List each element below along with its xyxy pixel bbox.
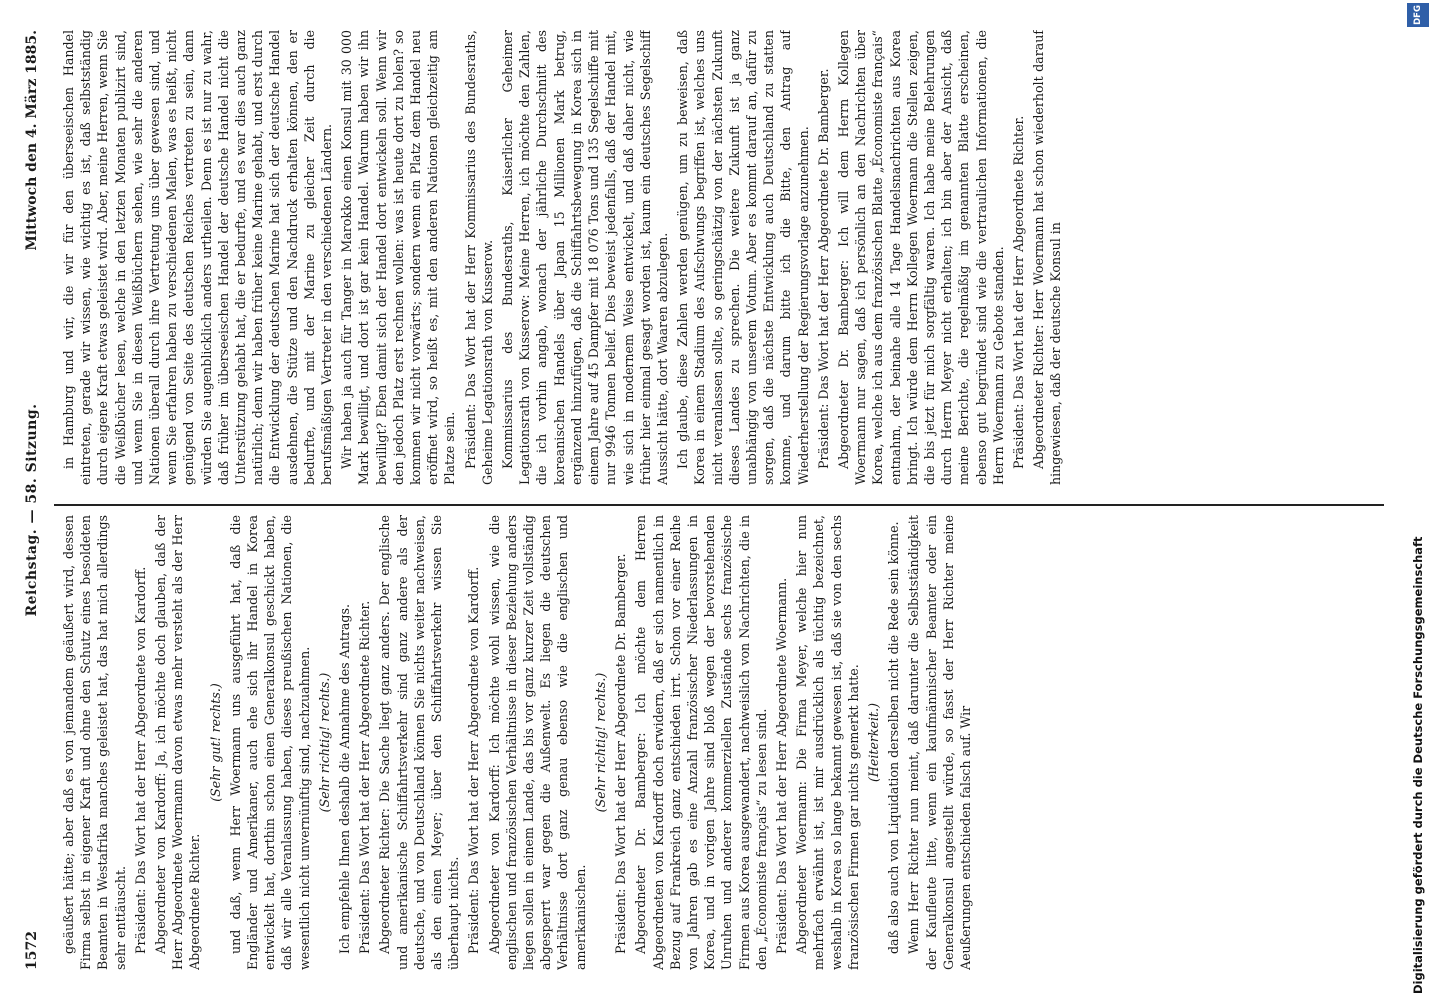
- paragraph: Präsident: Das Wort hat der Herr Abgeordnete Dr. Bamberger.: [613, 553, 629, 954]
- paragraph: Präsident: Das Wort hat der Herr Abgeordnete Richter.: [1010, 115, 1026, 469]
- paragraph: Präsident: Das Wort hat der Herr Abgeordnete Richter.: [357, 600, 373, 954]
- paragraph: Präsident: Das Wort hat der Herr Abgeordnete Dr. Bamberger.: [815, 68, 831, 469]
- funding-credit-text: Digitalisierung gefördert durch die Deutsche Forschungsgemeinschaft: [1411, 536, 1425, 994]
- paragraph: geäußert hätte; aber daß es von jemandem geäußert wird, dessen Firma selbst in eigener Kraft und ohne den Schutz eines besoldeten Beamten in Westafrika manches geleistet hat, das hat mich allerdings sehr enttäuscht.: [61, 515, 128, 970]
- paragraph: (Heiterkeit.): [865, 703, 881, 782]
- paragraph: Wenn Herr Richter nun meint, daß darunter die Selbstständigkeit der Kaufleute litte, wenn ein kaufmännischer Beamter oder ein Generalkonsul angestellt würde, so fasst der Herr Richter meine Aeußerungen entschieden falsch auf. Wir: [906, 515, 973, 970]
- paragraph: Abgeordneter Dr. Bamberger: Ich möchte dem Herren Abgeordneten von Kardorff doch erwidern, daß er sich namentlich in Bezug auf Frankreich ganz entschieden irrt. Schon vor einer Reihe von Jahren gab es eine Anzahl französischer Niederlassungen in Korea, und in vorigen Jahre sind bloß wegen der bevorstehenden Unruhen und anderer kommerziellen Zustände sechs französische Firmen aus Korea ausgewandert, nachweislich von Nachrichten, die in den „Économiste français“ zu lesen sind.: [633, 515, 769, 970]
- paragraph: Abgeordneter Dr. Bamberger: Ich will dem Herrn Kollegen Woermann nur sagen, daß ich persönlich an den Nachrichten über Korea, welche ich aus dem französischen Blatte „Économiste français“ entnahm, der beinahe alle 14 Tage Handelsnachrichten aus Korea bringt. Ich würde dem Herrn Kollegen Woermann die Stellen zeigen, die bis jetzt für mich sorgfältig waren. Ich habe meine Belehrungen durch Herrn Meyer nicht erhalten; ich bin aber der Ansicht, daß meine Berichte, die regelmäßig im genannten Blatte erscheinen, ebenso gut begründet sind wie die vertraulichen Informationen, die Herrn Woermann zu Gebote standen.: [835, 30, 1006, 485]
- left-column: [60, 515, 1380, 970]
- right-column: [60, 30, 1380, 485]
- paragraph: (Sehr richtig! rechts.): [592, 672, 608, 813]
- paragraph: Abgeordneter Woermann: Die Firma Meyer, welche hier nun mehrfach erwähnt ist, ist mir ausdrücklich als tüchtig bezeichnet, weshalb in Korea so lange bekannt gewesen ist, daß sie von den sechs französischen Firmen gar nichts gemerkt hatte.: [794, 515, 861, 970]
- page-title: Reichstag. — 58. Sitzung.: [24, 403, 40, 617]
- paragraph: (Sehr richtig! rechts.): [316, 672, 332, 813]
- column-divider: [54, 504, 1384, 506]
- paragraph: Präsident: Das Wort hat der Herr Abgeordnete von Kardorff.: [466, 566, 482, 954]
- paragraph: Präsident: Das Wort hat der Herr Abgeordnete Woermann.: [773, 577, 789, 954]
- paragraph: Abgeordneter Richter: Die Sache liegt ganz anders. Der englische und amerikanische Schiffahrtsverkehr sind ganz andere als der deutsche, und von Deutschland können Sie nichts weiter nachweisen, als den einen Meyer; über den Schiffahrtsverkehr wissen Sie überhaupt nichts.: [377, 515, 462, 970]
- paragraph: Ich glaube, diese Zahlen werden genügen, um zu beweisen, daß Korea in einem Stadium des Aufschwungs begriffen ist, welches uns nicht veranlassen sollte, so geringschätzig von der nächsten Zukunft dieses Landes zu sprechen. Die weitere Zukunft ist ja ganz unabhängig von unserem Votum. Aber es kommt darauf an, dafür zu sorgen, daß die nächste Entwicklung auch Deutschland zu statten komme, und darum bitte ich die Bitte, den Antrag auf Wiederherstellung der Regierungsvorlage anzunehmen.: [675, 30, 811, 485]
- paragraph: und daß, wenn Herr Woermann uns ausgeführt hat, daß die Engländer und Amerikaner, auch ehe sich ihr Handel in Korea entwickelt hat, dorthin schon einen Generalkonsul geschickt haben, daß wir alle Veranlassung haben, dieses preußischen Nationen, die wesentlich nicht unvernünftig sind, nachzuahmen.: [227, 515, 312, 970]
- page-header: [18, 30, 48, 970]
- paragraph: Abgeordneter von Kardorff: Ich möchte wohl wissen, wie die englischen und französischen Verhältnisse in dieser Beziehung anders liegen sollen in einem Lande, das bis vor ganz kurzer Zeit vollständig abgesperrt war gegen die Außenwelt. Es liegen die deutschen Verhältnisse dort ganz genau ebenso wie die englischen und amerikanischen.: [486, 515, 588, 970]
- paragraph: Ich empfehle Ihnen deshalb die Annahme des Antrags.: [337, 604, 353, 954]
- page-date: Mittwoch den 4. März 1885.: [24, 30, 40, 251]
- paragraph: Präsident: Das Wort hat der Herr Kommissarius des Bundesraths, Geheime Legationsrath von Kusserow.: [462, 30, 495, 485]
- paragraph: Kommissarius des Bundesraths, Kaiserlicher Geheimer Legationsrath von Kusserow: Meine Herren, ich möchte den Zahlen, die ich vorhin angab, wonach der jährliche Durchschnitt des koreanischen Handels über Japan 15 Millionen Mark betrug, ergänzend hinzufügen, daß die Schiffahrtsbewegung in Korea sich in einem Jahre auf 45 Dampfer mit 18 076 Tons und 135 Segelschiffe mit nur 9946 Tonnen belief. Dies beweist jedenfalls, daß der Handel mit, wie sich in modernem Weise entwickelt, und daß daher nicht, wie früher hier einmal gesagt worden ist, kaum ein deutsches Segelschiff Aussicht hätte, dort Waaren abzulegen.: [500, 30, 670, 485]
- paragraph: in Hamburg und wir, die wir für den überseeischen Handel eintreten, gerade wir wissen, wie wichtig es ist, daß selbstständig durch eigene Kraft etwas geleistet wird. Aber, meine Herren, wenn Sie die Weißbücher lesen, welche in den letzten Monaten publizirt sind, und wenn Sie in diesen Weißbüchern sehen, wie sehr die anderen Nationen überall durch ihre Vertretung uns über gewesen sind, und wenn Sie erfahren haben zu verschiedenen Malen, was es heißt, nicht genügend von Seite des deutschen Reiches vertreten zu sein, dann würden Sie augenblicklich anders urtheilen. Denn es ist nur zu wahr, daß früher im überseeischen Handel der deutsche Handel nicht die Unterstützung gehabt hat, die er bedurfte, und es war dies auch ganz natürlich; denn wir haben früher keine Marine gehabt, und erst durch die Entwicklung der deutschen Marine hat sich der deutsche Handel ausdehnen, die Stütze und den Nachdruck erhalten können, den er bedurfte, und mit der Marine zu gleicher Zeit durch die berufsmäßigen Vertreter in den verschiedenen Ländern.: [61, 30, 335, 485]
- paragraph: daß also auch von Liquidation derselben nicht die Rede sein könne.: [886, 521, 902, 954]
- paragraph: Abgeordneter Richter: Herr Woermann hat schon wiederholt darauf hingewiesen, daß der deutsche Konsul in: [1031, 30, 1064, 485]
- sidebar-credit: [1404, 0, 1432, 1000]
- dfg-logo: DFG: [1407, 3, 1429, 27]
- paragraph: Abgeordneter von Kardorff: Ja, ich möchte doch glauben, daß der Herr Abgeordnete Woermann davon etwas mehr versteht als der Herr Abgeordnete Richter.: [153, 515, 203, 970]
- paragraph: (Sehr gut! rechts.): [207, 683, 223, 802]
- paragraph: Wir haben ja auch für Tanger in Marokko einen Konsul mit 30 000 Mark bewilligt, und dort ist gar kein Handel. Warum haben wir ihn bewilligt? Eben damit sich der Handel dort entwickeln soll. Wenn wir den jedoch Platz erst rechnen wollen: was ist heute dort zu holen? so kommen wir nicht vorwärts; sondern wenn ein Platz dem Handel neu eröffnet wird, so heißt es, mit den anderen Nationen gleichzeitig am Platze sein.: [339, 30, 458, 485]
- paragraph: Präsident: Das Wort hat der Herr Abgeordnete von Kardorff.: [132, 566, 148, 954]
- page-number: 1572: [24, 931, 40, 970]
